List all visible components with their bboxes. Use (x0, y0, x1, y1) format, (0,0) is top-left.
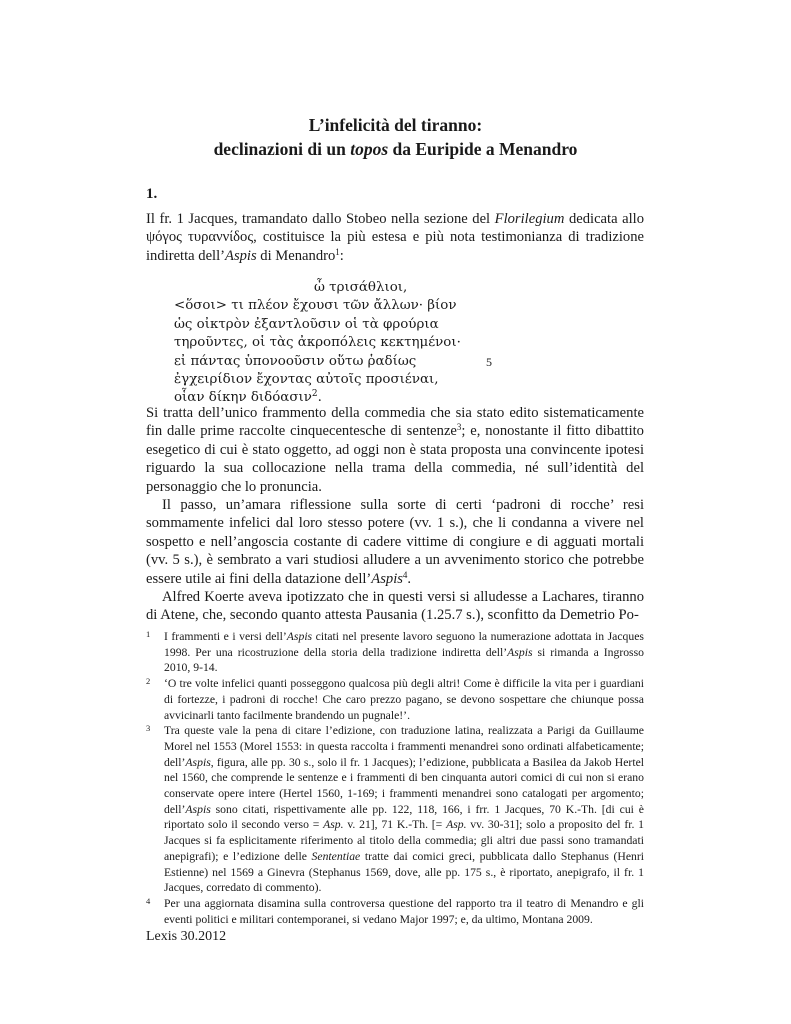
verse-line: ὦ τρισάθλιοι, (314, 280, 408, 295)
italic-run: Aspis (225, 247, 257, 264)
text-run: sono citati, rispettivamente alle pp. 122, 118, 166, i frr. 1 Jacques, 70 K.-Th. [di cui è riportato solo il secondo verso = (164, 802, 644, 832)
footnote-ref-1[interactable]: 1 (335, 246, 340, 257)
section-number: 1. (146, 186, 158, 202)
paragraph-2 (146, 404, 644, 496)
text-run: v. 21], 71 K.-Th. [= (343, 818, 447, 832)
text-run: si rimanda a Ingrosso 2010, 9-14. (164, 645, 644, 675)
paragraph-1 (146, 210, 644, 265)
text-run: Il passo, un’amara riflessione sulla sorte di certi ‘padroni di rocche’ resi sommamente infelici dal loro stesso potere (vv. 1 s.), che li condanna a vivere nel sospetto e nell’angoscia costante di cadere vittime di congiure e di agguati mortali (vv. 5 s.), è sembrato a vari studiosi alludere a un avvenimento storico che potrebbe essere utile ai fini della datazione dell’ (146, 497, 644, 587)
italic-run: Aspis (286, 630, 313, 643)
verse-line: τηροῦντες, οἱ τὰς ἀκροπόλεις κεκτημένοι· (174, 335, 461, 351)
italic-run: Asp. (323, 818, 344, 832)
italic-run: Florilegium (494, 211, 565, 227)
text-run: di Menandro (256, 247, 336, 264)
footnote-mark: 1 (146, 629, 151, 639)
footnote-1 (146, 629, 644, 676)
italic-run: Aspis (185, 755, 211, 769)
main-text (146, 404, 644, 625)
footnote-4 (146, 896, 644, 927)
footnote-ref-2[interactable]: 2 (311, 389, 318, 400)
footnote-mark: 4 (146, 895, 151, 906)
intro-paragraph (146, 210, 644, 265)
verse-line-5 (174, 353, 504, 371)
verse-line: ἐγχειρίδιον ἔχοντας αὐτοῖς προσιέναι, (174, 372, 439, 388)
italic-run: Aspis (371, 570, 403, 587)
paragraph-3 (146, 496, 644, 588)
footnote-ref-4[interactable]: 4 (402, 569, 408, 580)
footnote-2 (146, 676, 644, 723)
text-run: Alfred Koerte aveva ipotizzato che in questi versi si alludesse a Lachares, tiranno di Atene, che, secondo quanto attesta Pausania (1.25.7 s.), sconfitto da Demetrio Po- (146, 589, 644, 624)
footnote-3 (146, 723, 644, 896)
title-topos: topos (350, 139, 389, 159)
text-run: vv. 30-31]; solo a proposito del fr. 1 Jacques si fa esplicitamente riferimento al titolo della commedia; gli altri due passi sono tramandati anepigrafi); e l’edizione delle (164, 818, 644, 863)
title-line-2-start: declinazioni di un (213, 139, 351, 159)
footnote-ref-3[interactable]: 3 (456, 422, 462, 433)
text-run: tratte dai comici greci, pubblicata dallo Stephanus (Henri Estienne) nel 1569 a Ginevra (Stephanus 1569, dove, alle pp. 175 s., è riportato, anepigrafo, il fr. 1 Jacques, corredato di commento). (164, 849, 645, 895)
verse-line: <ὅσοι> τι πλέον ἔχουσι τῶν ἄλλων· βίον (174, 298, 457, 314)
title-line-2 (0, 137, 791, 161)
italic-run: Sententiae (311, 849, 361, 863)
text-run: I frammenti e i versi dell’ (164, 630, 287, 643)
text-run: Il fr. 1 Jacques, tramandato dallo Stobeo nella sezione del (146, 211, 495, 227)
italic-run: Asp. (446, 818, 467, 832)
text-run: : (339, 247, 344, 264)
text-run: ; e, nonostante il fitto dibattito esegetico di cui è stato oggetto, ad oggi non è stata proposta una convincente ipotesi riguardo la sua collocazione nella trama della commedia, né sull’identità del personaggio che lo pronuncia. (146, 423, 644, 495)
italic-run: Aspis (185, 802, 211, 816)
greek-quotation (174, 279, 504, 408)
verse-line: ὡς οἰκτρὸν ἐξαντλοῦσιν οἱ τὰ φρούρια (174, 316, 439, 332)
text-run: Tra queste vale la pena di citare l’edizione, con traduzione latina, realizzata a Parigi da Guillaume Morel nel 1553 (Morel 1553: in questa raccolta i frammenti menandrei sono ordinati alfabeticamente; dell’ (164, 724, 644, 769)
paragraph-4 (146, 588, 644, 625)
footnote-mark: 2 (146, 676, 151, 687)
journal-footer: Lexis 30.2012 (146, 929, 227, 944)
verse-text: εἰ πάντας ὑπονοοῦσιν οὕτω ῥαδίως (174, 353, 417, 369)
footnote-mark: 3 (146, 723, 151, 734)
title-line-2-end: da Euripide a Menandro (388, 139, 578, 159)
line-number: 5 (486, 354, 492, 369)
verse-text: οἷαν δίκην διδόασιν (174, 390, 312, 406)
text-run: citati nel presente lavoro seguono la numerazione adottata in Jacques 1998. Per una ricostruzione della storia della tradizione indiretta dell’ (164, 630, 644, 659)
text-run: Si tratta dell’unico frammento della commedia che sia stato edito sistematicamente fin dalle prime raccolte cinquecentesche di sentenze (146, 405, 644, 440)
title-line-1: L’infelicità del tiranno: (308, 115, 483, 135)
text-run: Per una aggiornata disamina sulla controversa questione del rapporto tra il teatro di Menandro e gli eventi politici e militari contemporanei, si vedano Major 1997; e, da ultimo, Montana 2009. (164, 896, 644, 926)
article-title (0, 113, 791, 161)
text-run: , figura, alle pp. 30 s., solo il fr. 1 Jacques); l’edizione, pubblicata a Basilea da Jakob Hertel nel 1560, che comprende le sentenze e i frammenti di ben cinquanta autori comici di cui non si erano conservate opere intere (Hertel 1560, 1-169; i frammenti menandrei sono catalogati per argomento; dell’ (164, 755, 644, 816)
verse-end: . (317, 390, 322, 406)
text-run: dedicata allo ψόγος τυραννίδος, costituisce la più estesa e più nota testimonianza di tradizione indiretta dell’ (146, 211, 644, 264)
footnotes (146, 629, 644, 927)
text-run: ‘O tre volte infelici quanti posseggono qualcosa più degli altri! Come è difficile la vita per i guardiani di fortezze, i padroni di rocche! Che caro prezzo pagano, se devono sospettare che chiunque possa avvicinarli tanto facilmente brandendo un pugnale!’. (164, 677, 644, 722)
italic-run: Aspis (507, 645, 533, 659)
text-run: . (407, 570, 412, 587)
